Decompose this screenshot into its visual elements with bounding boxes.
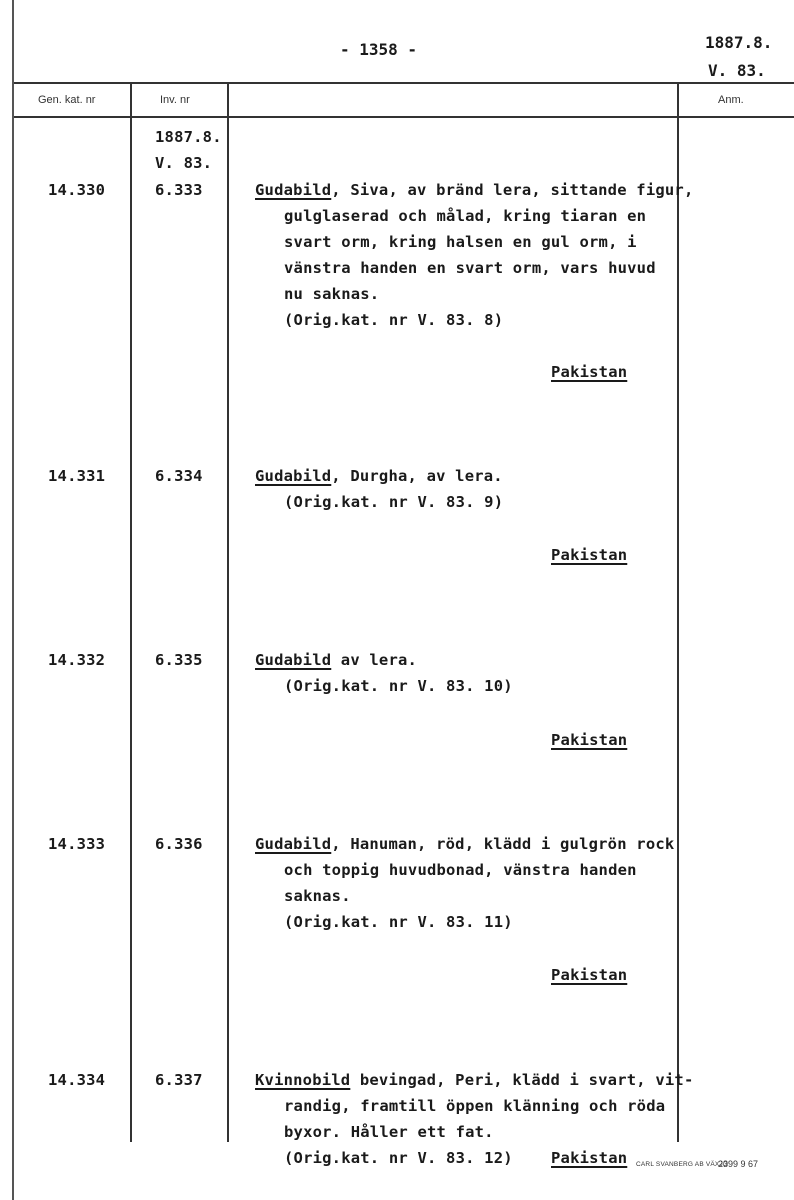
gen-kat-number: 14.331 xyxy=(48,467,106,485)
col-divider-1 xyxy=(130,82,132,1142)
entry-place: Pakistan xyxy=(551,1149,628,1167)
col-divider-3 xyxy=(677,82,679,1142)
col-divider-2 xyxy=(227,82,229,1142)
entry-orig-kat: (Orig.kat. nr V. 83. 9) xyxy=(284,493,504,511)
col-header-gen-kat: Gen. kat. nr xyxy=(38,94,96,106)
entry-text-line: gulglaserad och målad, kring tiaran en xyxy=(284,207,647,225)
inv-subheader-sub: V. 83. xyxy=(155,154,213,172)
inv-number: 6.336 xyxy=(155,835,203,853)
col-header-anm: Anm. xyxy=(718,94,744,106)
entry-text-line: saknas. xyxy=(284,887,351,905)
entry-orig-kat: (Orig.kat. nr V. 83. 11) xyxy=(284,913,513,931)
inv-number: 6.334 xyxy=(155,467,203,485)
entry-text-line: Gudabild av lera. xyxy=(255,651,418,669)
entry-orig-kat: (Orig.kat. nr V. 83. 10) xyxy=(284,677,513,695)
inv-subheader-code: 1887.8. xyxy=(155,128,222,146)
entry-orig-kat: (Orig.kat. nr V. 83. 12) xyxy=(284,1149,513,1167)
left-border xyxy=(12,0,14,1200)
entry-text-line: Gudabild, Hanuman, röd, klädd i gulgrön rock xyxy=(255,835,675,853)
inv-number: 6.335 xyxy=(155,651,203,669)
gen-kat-number: 14.333 xyxy=(48,835,106,853)
form-number: 2399 9 67 xyxy=(718,1159,759,1169)
catalog-sub: V. 83. xyxy=(708,61,766,80)
catalog-code: 1887.8. xyxy=(705,33,773,52)
entry-text-line: Gudabild, Durgha, av lera. xyxy=(255,467,503,485)
entry-text-line: randig, framtill öppen klänning och röda xyxy=(284,1097,666,1115)
entry-text-line: nu saknas. xyxy=(284,285,380,303)
col-header-inv: Inv. nr xyxy=(160,94,190,106)
inv-number: 6.337 xyxy=(155,1071,203,1089)
entry-place: Pakistan xyxy=(551,731,628,749)
entry-text-line: vänstra handen en svart orm, vars huvud xyxy=(284,259,656,277)
gen-kat-number: 14.330 xyxy=(48,181,106,199)
gen-kat-number: 14.334 xyxy=(48,1071,106,1089)
entry-title: Gudabild xyxy=(255,835,332,853)
entry-text-line: byxor. Håller ett fat. xyxy=(284,1123,494,1141)
entry-text-line: och toppig huvudbonad, vänstra handen xyxy=(284,861,637,879)
entry-text-line: Gudabild, Siva, av bränd lera, sittande figur, xyxy=(255,181,694,199)
inv-number: 6.333 xyxy=(155,181,203,199)
printer-imprint: CARL SVANBERG AB VÄXJÖ xyxy=(636,1161,729,1168)
entry-text-line: Kvinnobild bevingad, Peri, klädd i svart, vit- xyxy=(255,1071,694,1089)
entry-text-line: svart orm, kring halsen en gul orm, i xyxy=(284,233,637,251)
entry-orig-kat: (Orig.kat. nr V. 83. 8) xyxy=(284,311,504,329)
entry-place: Pakistan xyxy=(551,363,628,381)
entry-title: Gudabild xyxy=(255,181,332,199)
entry-title: Kvinnobild xyxy=(255,1071,351,1089)
entry-title: Gudabild xyxy=(255,651,332,669)
gen-kat-number: 14.332 xyxy=(48,651,106,669)
page-number: - 1358 - xyxy=(340,40,418,59)
entry-title: Gudabild xyxy=(255,467,332,485)
entry-place: Pakistan xyxy=(551,546,628,564)
entry-place: Pakistan xyxy=(551,966,628,984)
